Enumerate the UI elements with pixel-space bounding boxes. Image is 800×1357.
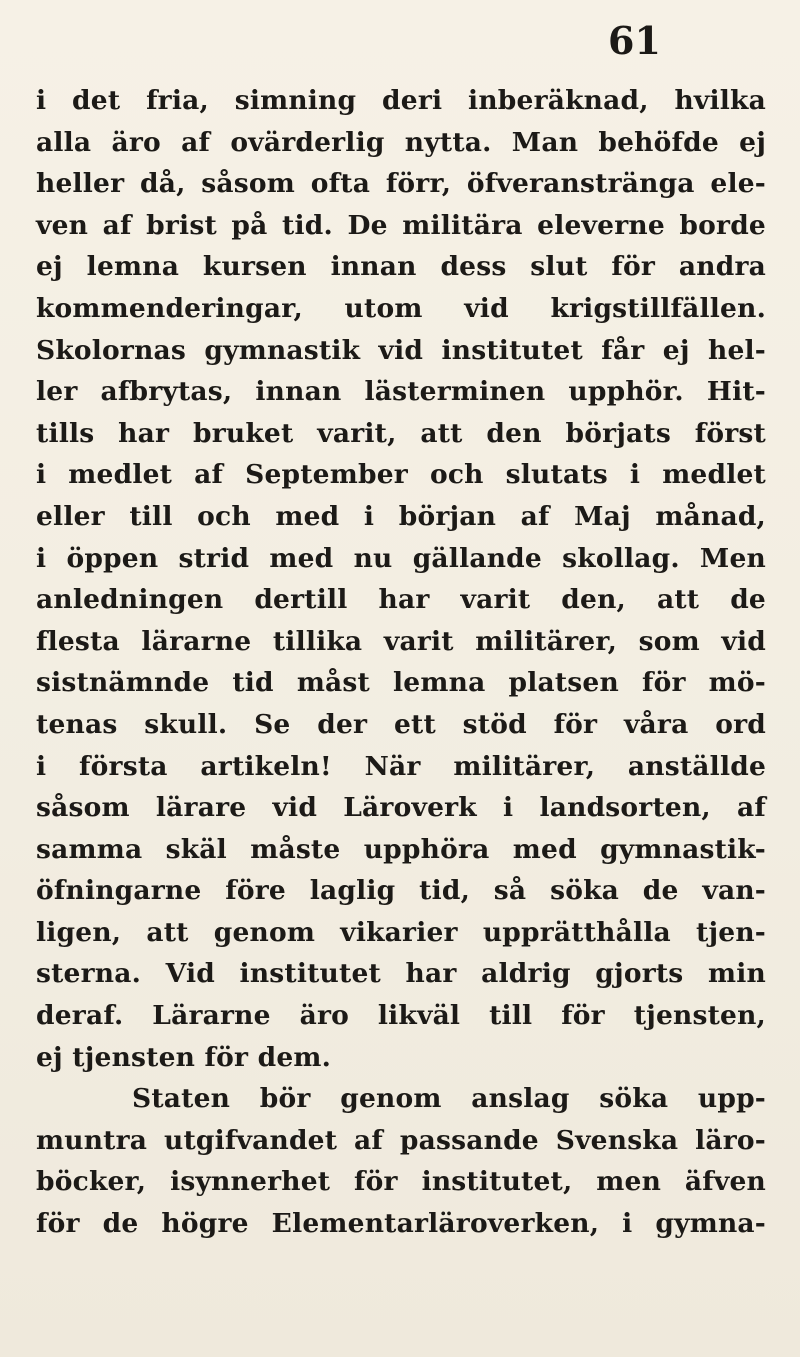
text-line: tenas skull. Se der ett stöd för våra ord xyxy=(36,708,766,740)
text-line: i öppen strid med nu gällande skollag. Men xyxy=(36,542,766,574)
text-line: flesta lärarne tillika varit militärer, som vid xyxy=(36,625,766,657)
text-line: tills har bruket varit, att den börjats först xyxy=(36,417,766,449)
text-line: sistnämnde tid måst lemna platsen för mö- xyxy=(36,667,766,699)
text-line: anledningen dertill har varit den, att de xyxy=(36,584,766,616)
text-line: böcker, isynnerhet för institutet, men äfven xyxy=(36,1166,766,1198)
text-line: i första artikeln! När militärer, anställde xyxy=(36,750,766,782)
text-line: ligen, att genom vikarier upprätthålla tjen- xyxy=(36,916,766,948)
text-line: Staten bör genom anslag söka upp- xyxy=(132,1083,766,1115)
page-number: 61 xyxy=(608,18,661,63)
text-line: ej lemna kursen innan dess slut för andra xyxy=(36,251,766,283)
body-text xyxy=(36,80,766,1245)
text-line: för de högre Elementarläroverken, i gymna- xyxy=(36,1208,766,1240)
text-line: eller till och med i början af Maj månad, xyxy=(36,500,766,532)
text-line: muntra utgifvandet af passande Svenska läro- xyxy=(36,1124,766,1156)
text-line: alla äro af ovärderlig nytta. Man behöfde ej xyxy=(36,126,766,158)
text-line: Skolornas gymnastik vid institutet får ej hel- xyxy=(36,334,766,366)
text-line: ej tjensten för dem. xyxy=(36,1041,332,1073)
text-line: heller då, såsom ofta förr, öfveranstränga ele- xyxy=(36,168,766,200)
text-line: ven af brist på tid. De militära eleverne borde xyxy=(36,209,766,241)
text-line: kommenderingar, utom vid krigstillfällen. xyxy=(36,292,766,324)
text-line: i medlet af September och slutats i medlet xyxy=(36,459,766,491)
text-line: ler afbrytas, innan lästerminen upphör. Hit- xyxy=(36,376,766,408)
text-line: samma skäl måste upphöra med gymnastik- xyxy=(36,833,766,865)
text-line: i det fria, simning deri inberäknad, hvilka xyxy=(36,85,766,116)
text-line: såsom lärare vid Läroverk i landsorten, af xyxy=(36,792,766,824)
text-line: deraf. Lärarne äro likväl till för tjensten, xyxy=(36,1000,766,1032)
text-line: sterna. Vid institutet har aldrig gjorts min xyxy=(36,958,766,990)
text-line: öfningarne före laglig tid, så söka de van- xyxy=(36,875,766,907)
